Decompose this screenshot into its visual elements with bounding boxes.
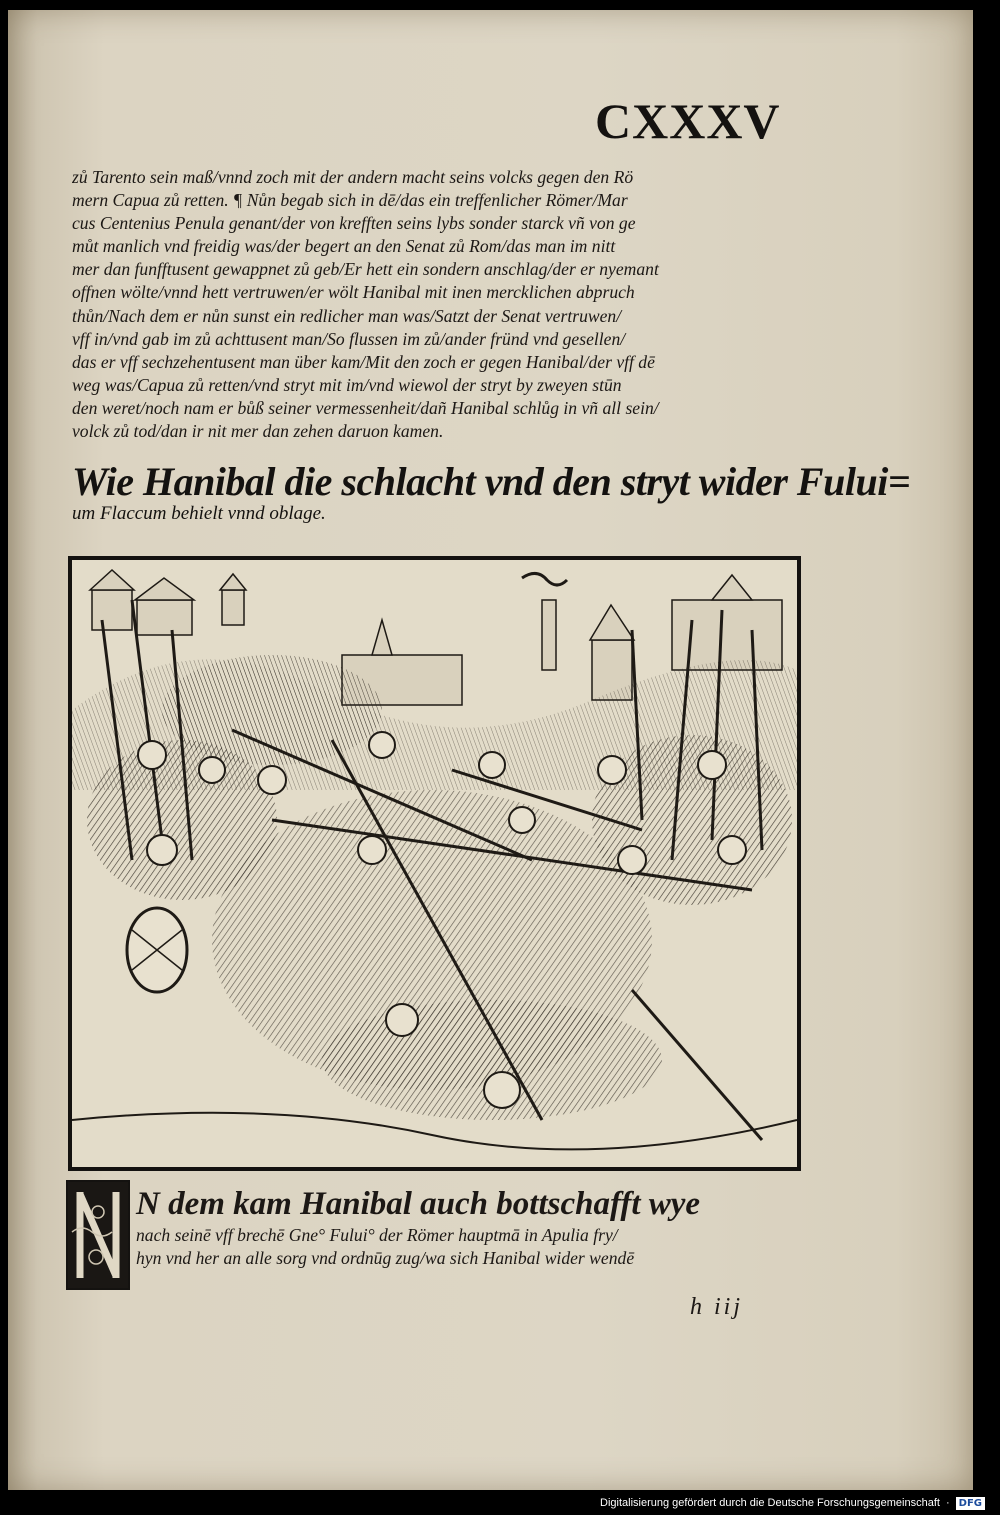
battle-woodcut-illustration bbox=[68, 556, 801, 1171]
chapter-heading bbox=[72, 458, 911, 525]
footer-credit bbox=[600, 1494, 985, 1512]
text-line: den weret/noch nam er bůß seiner vermessenheit/dañ Hanibal schlůg in vñ all sein/ bbox=[72, 397, 659, 418]
paragraph-2 bbox=[136, 1184, 826, 1270]
heading-line-2: um Flaccum behielt vnnd oblage. bbox=[72, 503, 326, 524]
signature-mark: h iij bbox=[690, 1294, 744, 1320]
text-line: hyn vnd her an alle sorg vnd ordnūg zug/wa sich Hanibal wider wendē bbox=[136, 1248, 635, 1268]
text-line: vff in/vnd gab im zů achttusent man/So flussen im zů/ander fründ vnd gesellen/ bbox=[72, 328, 626, 349]
folio-number: CXXXV bbox=[595, 93, 781, 149]
woodcut-drawing bbox=[72, 560, 797, 1167]
heading-line-1: Wie Hanibal die schlacht vnd den stryt wider Fului= bbox=[72, 459, 911, 504]
footer-text: Digitalisierung gefördert durch die Deutsche Forschungsgemeinschaft bbox=[600, 1497, 940, 1509]
paragraph-2-first-line: N dem kam Hanibal auch bottschafft wye bbox=[136, 1186, 701, 1222]
book-page bbox=[8, 10, 973, 1490]
text-line: thůn/Nach dem er nůn sunst ein redlicher man was/Satzt der Senat vertruwen/ bbox=[72, 305, 622, 326]
dfg-logo[interactable]: DFG bbox=[956, 1497, 985, 1510]
initial-ornament bbox=[68, 1182, 128, 1288]
decorated-initial bbox=[66, 1180, 130, 1290]
text-line: mern Capua zů retten. ¶ Nůn begab sich in dē/das ein treffenlicher Römer/Mar bbox=[72, 190, 628, 211]
text-line: offnen wölte/vnnd hett vertruwen/er wölt Hanibal mit inen mercklichen abpruch bbox=[72, 282, 635, 303]
text-line: volck zů tod/dan ir nit mer dan zehen daruon kamen. bbox=[72, 421, 444, 442]
paragraph-1 bbox=[72, 166, 832, 443]
text-line: cus Centenius Penula genant/der von krefften seins lybs sonder starck vñ von ge bbox=[72, 213, 636, 234]
text-line: das er vff sechzehentusent man über kam/Mit den zoch er gegen Hanibal/der vff dē bbox=[72, 351, 655, 372]
text-line: nach seinē vff brechē Gne° Fului° der Römer hauptmā in Apulia fry/ bbox=[136, 1225, 618, 1245]
text-line: můt manlich vnd freidig was/der begert an den Senat zů Rom/das man im nitt bbox=[72, 236, 616, 257]
text-line: weg was/Capua zů retten/vnd stryt mit im/vnd wiewol der stryt by zweyen stūn bbox=[72, 374, 622, 395]
text-line: zů Tarento sein maß/vnnd zoch mit der andern macht seins volcks gegen den Rö bbox=[72, 167, 634, 187]
footer-separator: · bbox=[945, 1497, 950, 1509]
text-line: mer dan funfftusent gewappnet zů geb/Er hett ein sondern anschlag/der er nyemant bbox=[72, 259, 659, 280]
